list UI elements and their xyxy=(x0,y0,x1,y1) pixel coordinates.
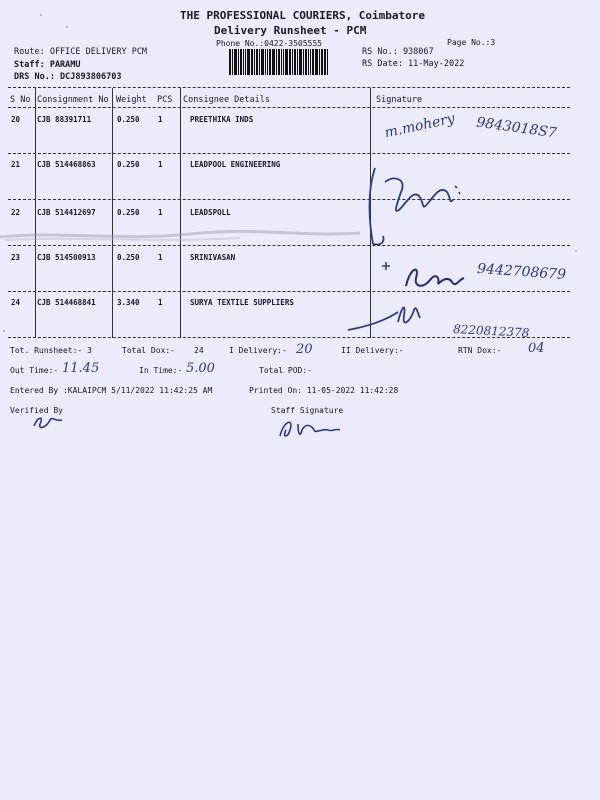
row-consignment: CJB 88391711 xyxy=(37,115,92,124)
out-time-handwritten: 11.45 xyxy=(62,361,100,376)
phone-number: Phone No.:0422-3505555 xyxy=(216,39,322,48)
barcode xyxy=(229,49,351,75)
rs-date: RS Date: 11-May-2022 xyxy=(362,59,465,69)
row-weight: 0.250 xyxy=(117,115,140,124)
total-pod-label: Total POD:- xyxy=(259,366,312,375)
row-pcs: 1 xyxy=(158,208,163,217)
row-consignee: PREETHIKA INDS xyxy=(190,115,254,124)
row-divider xyxy=(8,245,570,246)
row-consignment: CJB 514500913 xyxy=(37,253,96,262)
row-consignment: CJB 514468863 xyxy=(37,160,96,169)
column-header-consignment: Consignment No xyxy=(37,95,109,105)
row-sno: 21 xyxy=(11,160,21,169)
total-runsheet: Tot. Runsheet:- 3 xyxy=(10,346,92,355)
row-sno: 20 xyxy=(11,115,21,124)
scan-speck xyxy=(575,250,577,252)
document-subtitle: Delivery Runsheet - PCM xyxy=(214,24,367,37)
handwritten-signature-name: m.mohery xyxy=(383,110,457,142)
handwritten-signature xyxy=(340,296,450,336)
row-pcs: 1 xyxy=(158,160,163,169)
scan-speck xyxy=(3,330,5,332)
staff-signature-label: Staff Signature xyxy=(271,406,344,415)
row-consignee: SURYA TEXTILE SUPPLIERS xyxy=(190,298,294,307)
row-weight: 0.250 xyxy=(117,160,140,169)
row-weight: 0.250 xyxy=(117,208,140,217)
handwritten-phone: 9442708679 xyxy=(476,260,567,284)
row-divider xyxy=(8,153,570,154)
handwritten-signature xyxy=(380,258,480,298)
row-sno: 24 xyxy=(11,298,21,307)
handwritten-phone: 8220812378 xyxy=(452,322,530,340)
row-consignee: LEADPOOL ENGINEERING xyxy=(190,160,281,169)
column-header-pcs: PCS xyxy=(157,95,173,105)
row-sno: 23 xyxy=(11,253,21,262)
row-divider xyxy=(8,199,570,200)
table-top-rule xyxy=(8,87,570,88)
rs-number: RS No.: 938067 xyxy=(362,47,434,57)
column-divider xyxy=(180,88,181,338)
i-delivery-label: I Delivery:- xyxy=(229,346,287,355)
page-number: Page No.:3 xyxy=(447,38,496,47)
column-header-sno: S No xyxy=(10,95,31,105)
rtn-dox-label: RTN Dox:- xyxy=(458,346,502,355)
handwritten-signature xyxy=(355,152,465,252)
total-dox-value: 24 xyxy=(194,346,204,355)
row-consignment: CJB 514412697 xyxy=(37,208,96,217)
in-time-label: In Time:- xyxy=(139,366,183,375)
column-header-weight: Weight xyxy=(116,95,147,105)
row-consignment: CJB 514468841 xyxy=(37,298,96,307)
i-delivery-handwritten: 20 xyxy=(296,342,313,357)
header-rule xyxy=(8,107,570,108)
verifier-signature xyxy=(28,412,68,434)
column-divider xyxy=(35,88,36,338)
row-sno: 22 xyxy=(11,208,21,217)
scan-smudge xyxy=(0,225,370,245)
row-weight: 0.250 xyxy=(117,253,140,262)
row-consignee: LEADSPOLL xyxy=(190,208,231,217)
scan-speck xyxy=(66,26,68,28)
company-name: THE PROFESSIONAL COURIERS, Coimbatore xyxy=(180,9,426,22)
row-weight: 3.340 xyxy=(117,298,140,307)
route: Route: OFFICE DELIVERY PCM xyxy=(14,47,148,57)
row-pcs: 1 xyxy=(158,115,163,124)
in-time-handwritten: 5.00 xyxy=(186,361,215,376)
verified-by-label: Verified By xyxy=(10,406,63,415)
total-dox-label: Total Dox:- xyxy=(122,346,175,355)
entered-by: Entered By :KALAIPCM 5/11/2022 11:42:25 AM xyxy=(10,386,213,395)
staff-name: Staff: PARAMU xyxy=(14,60,81,70)
column-header-signature: Signature xyxy=(376,95,423,105)
printed-on: Printed On: 11-05-2022 11:42:28 xyxy=(249,386,399,395)
column-divider xyxy=(112,88,113,338)
column-header-consignee: Consignee Details xyxy=(183,95,270,105)
handwritten-phone: 9843018S7 xyxy=(475,114,558,142)
rtn-dox-handwritten: 04 xyxy=(528,341,545,356)
out-time-label: Out Time:- xyxy=(10,366,59,375)
row-pcs: 1 xyxy=(158,253,163,262)
row-consignee: SRINIVASAN xyxy=(190,253,236,262)
staff-signature xyxy=(270,416,350,442)
ii-delivery-label: II Delivery:- xyxy=(341,346,404,355)
row-pcs: 1 xyxy=(158,298,163,307)
scan-speck xyxy=(40,14,42,16)
drs-number: DRS No.: DCJ893806703 xyxy=(14,72,122,82)
row-divider xyxy=(8,291,570,292)
